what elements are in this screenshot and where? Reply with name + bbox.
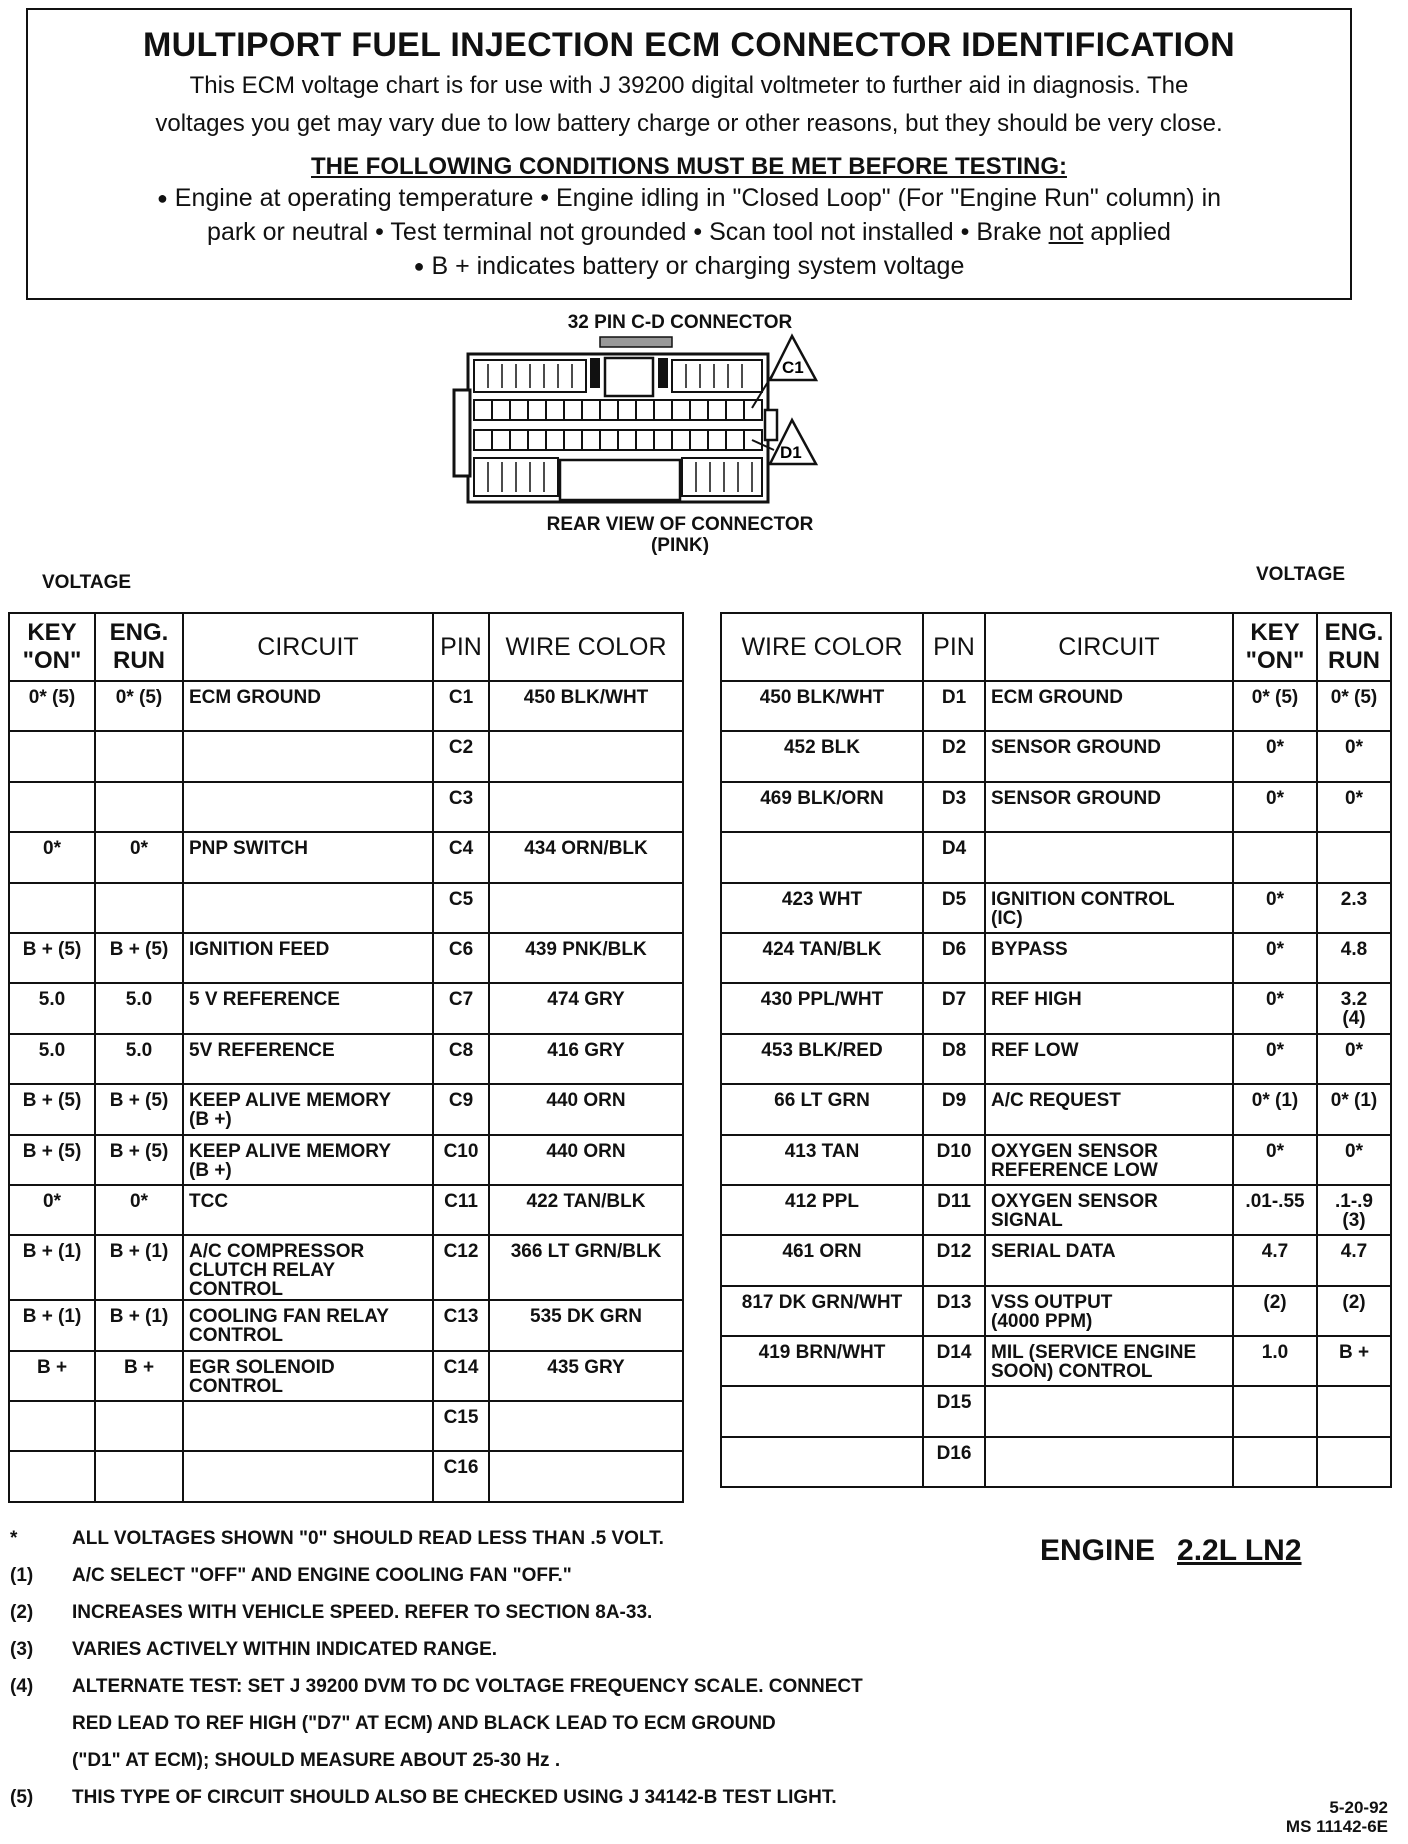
key-on-cell: .01-.55: [1233, 1185, 1317, 1235]
notes-list: [10, 1528, 1010, 1824]
note-item: [10, 1676, 1010, 1713]
table-row: [721, 1437, 1391, 1487]
pin-cell: D10: [923, 1135, 985, 1185]
circuit-cell: COOLING FAN RELAY CONTROL: [183, 1300, 433, 1350]
note-text: A/C SELECT "OFF" AND ENGINE COOLING FAN "OFF.": [72, 1565, 572, 1586]
circuit-header: CIRCUIT: [985, 613, 1233, 681]
note-item: [10, 1528, 1010, 1565]
circuit-cell: 5 V REFERENCE: [183, 983, 433, 1033]
pin-cell: D15: [923, 1386, 985, 1436]
table-row: [721, 1386, 1391, 1436]
engine-label: [1040, 1534, 1302, 1568]
wire-color-header: WIRE COLOR: [721, 613, 923, 681]
circuit-cell: OXYGEN SENSOR SIGNAL: [985, 1185, 1233, 1235]
table-row: [721, 933, 1391, 983]
table-row: [721, 1185, 1391, 1235]
note-text: THIS TYPE OF CIRCUIT SHOULD ALSO BE CHECKED USING J 34142-B TEST LIGHT.: [72, 1787, 837, 1808]
pin-cell: C14: [433, 1351, 489, 1401]
wire-color-cell: [489, 731, 683, 781]
circuit-header: CIRCUIT: [183, 613, 433, 681]
pin-cell: C10: [433, 1135, 489, 1185]
table-row: [721, 731, 1391, 781]
wire-color-cell: 422 TAN/BLK: [489, 1185, 683, 1235]
circuit-cell: SENSOR GROUND: [985, 731, 1233, 781]
pin-cell: C9: [433, 1084, 489, 1134]
condition-text-1: Engine at operating temperature • Engine idling in "Closed Loop" (For "Engine Run" column) in: [174, 184, 1222, 212]
pin-cell: D7: [923, 983, 985, 1033]
intro-line-1: This ECM voltage chart is for use with J 39200 digital voltmeter to further aid in diagnosis. The: [189, 72, 1189, 99]
eng-run-cell: .1-.9 (3): [1317, 1185, 1391, 1235]
note-marker: (5): [10, 1787, 34, 1808]
wire-color-cell: 416 GRY: [489, 1034, 683, 1084]
wire-color-cell: 424 TAN/BLK: [721, 933, 923, 983]
footer: [1286, 1798, 1388, 1836]
key-on-cell: B + (1): [9, 1235, 95, 1300]
eng-run-cell: [95, 782, 183, 832]
eng-run-cell: [1317, 832, 1391, 882]
pin-cell: C2: [433, 731, 489, 781]
circuit-cell: REF HIGH: [985, 983, 1233, 1033]
eng-run-cell: B + (5): [95, 1084, 183, 1134]
table-row: [721, 681, 1391, 731]
pin-header: PIN: [433, 613, 489, 681]
pin-header: PIN: [923, 613, 985, 681]
pin-cell: C7: [433, 983, 489, 1033]
eng-run-header: ENG. RUN: [95, 613, 183, 681]
wire-color-cell: 450 BLK/WHT: [489, 681, 683, 731]
note-text: VARIES ACTIVELY WITHIN INDICATED RANGE.: [72, 1639, 498, 1660]
pin-cell: C15: [433, 1401, 489, 1451]
page-title: MULTIPORT FUEL INJECTION ECM CONNECTOR IDENTIFICATION: [143, 26, 1235, 64]
left-pin-table: [8, 612, 684, 1503]
eng-run-cell: 5.0: [95, 1034, 183, 1084]
pin-cell: D16: [923, 1437, 985, 1487]
wire-color-header: WIRE COLOR: [489, 613, 683, 681]
wire-color-cell: 452 BLK: [721, 731, 923, 781]
key-on-header: KEY "ON": [1233, 613, 1317, 681]
key-on-cell: (2): [1233, 1286, 1317, 1336]
table-header-row: [721, 613, 1391, 681]
key-on-cell: [1233, 1386, 1317, 1436]
circuit-cell: A/C REQUEST: [985, 1084, 1233, 1134]
wire-color-cell: [489, 782, 683, 832]
circuit-cell: EGR SOLENOID CONTROL: [183, 1351, 433, 1401]
note-marker: (3): [10, 1639, 34, 1660]
wire-color-cell: 430 PPL/WHT: [721, 983, 923, 1033]
wire-color-cell: 469 BLK/ORN: [721, 782, 923, 832]
circuit-cell: BYPASS: [985, 933, 1233, 983]
eng-run-cell: 4.8: [1317, 933, 1391, 983]
wire-color-cell: [489, 1451, 683, 1501]
pin-cell: C12: [433, 1235, 489, 1300]
eng-run-cell: [1317, 1386, 1391, 1436]
connector-caption: [480, 514, 880, 556]
table-row: [9, 832, 683, 882]
wire-color-cell: 461 ORN: [721, 1235, 923, 1285]
table-row: [9, 681, 683, 731]
eng-run-cell: 4.7: [1317, 1235, 1391, 1285]
table-row: [721, 1135, 1391, 1185]
key-on-cell: 0* (5): [1233, 681, 1317, 731]
wire-color-cell: 450 BLK/WHT: [721, 681, 923, 731]
eng-run-cell: 0*: [95, 1185, 183, 1235]
circuit-cell: TCC: [183, 1185, 433, 1235]
key-on-cell: 1.0: [1233, 1336, 1317, 1386]
eng-run-cell: [95, 883, 183, 933]
eng-run-cell: B + (5): [95, 1135, 183, 1185]
key-on-cell: B +: [9, 1351, 95, 1401]
table-row: [9, 933, 683, 983]
circuit-cell: A/C COMPRESSOR CLUTCH RELAY CONTROL: [183, 1235, 433, 1300]
right-pin-table: [720, 612, 1392, 1488]
wire-color-cell: 435 GRY: [489, 1351, 683, 1401]
eng-run-header: ENG. RUN: [1317, 613, 1391, 681]
pin-cell: D4: [923, 832, 985, 882]
wire-color-cell: 439 PNK/BLK: [489, 933, 683, 983]
table-row: [721, 782, 1391, 832]
pin-cell: D1: [923, 681, 985, 731]
conditions-heading: THE FOLLOWING CONDITIONS MUST BE MET BEFORE TESTING:: [311, 153, 1067, 180]
wire-color-cell: 535 DK GRN: [489, 1300, 683, 1350]
table-row: [721, 832, 1391, 882]
note-item: [10, 1639, 1010, 1676]
condition-line-1: [28, 181, 1350, 215]
connector-color-label: (PINK): [650, 535, 710, 556]
circuit-cell: KEEP ALIVE MEMORY (B +): [183, 1084, 433, 1134]
note-text: ("D1" AT ECM); SHOULD MEASURE ABOUT 25-30 Hz .: [72, 1750, 561, 1771]
circuit-cell: [985, 832, 1233, 882]
table-row: [9, 1034, 683, 1084]
table-row: [721, 1034, 1391, 1084]
circuit-cell: ECM GROUND: [985, 681, 1233, 731]
engine-code: 2.2L LN2: [1177, 1534, 1302, 1567]
eng-run-cell: B + (5): [95, 933, 183, 983]
circuit-cell: SENSOR GROUND: [985, 782, 1233, 832]
table-row: [9, 1185, 683, 1235]
key-on-cell: [1233, 1437, 1317, 1487]
wire-color-cell: 413 TAN: [721, 1135, 923, 1185]
pin-cell: C5: [433, 883, 489, 933]
circuit-cell: KEEP ALIVE MEMORY (B +): [183, 1135, 433, 1185]
condition-line-2: [28, 215, 1350, 249]
pin-cell: D12: [923, 1235, 985, 1285]
circuit-cell: ECM GROUND: [183, 681, 433, 731]
eng-run-cell: (2): [1317, 1286, 1391, 1336]
pin-cell: C4: [433, 832, 489, 882]
circuit-cell: REF LOW: [985, 1034, 1233, 1084]
key-on-cell: 0* (1): [1233, 1084, 1317, 1134]
condition-not-word: not: [1048, 218, 1084, 246]
eng-run-cell: 5.0: [95, 983, 183, 1033]
bullet-icon: ●: [156, 188, 168, 208]
pin-cell: D5: [923, 883, 985, 933]
wire-color-cell: 412 PPL: [721, 1185, 923, 1235]
condition-text-3: B + indicates battery or charging system voltage: [431, 252, 965, 280]
circuit-cell: [985, 1437, 1233, 1487]
key-on-cell: 0*: [9, 832, 95, 882]
table-row: [721, 1286, 1391, 1336]
pin-cell: C8: [433, 1034, 489, 1084]
eng-run-cell: B + (1): [95, 1300, 183, 1350]
key-on-cell: [9, 731, 95, 781]
key-on-cell: 0*: [9, 1185, 95, 1235]
condition-text-2a: park or neutral • Test terminal not grounded • Scan tool not installed • Brake: [207, 218, 1049, 246]
bullet-icon: ●: [413, 256, 425, 276]
table-row: [9, 1084, 683, 1134]
key-on-cell: 0*: [1233, 731, 1317, 781]
eng-run-cell: 0* (1): [1317, 1084, 1391, 1134]
pin-cell: C1: [433, 681, 489, 731]
eng-run-cell: 2.3: [1317, 883, 1391, 933]
wire-color-cell: 440 ORN: [489, 1084, 683, 1134]
d1-label: D1: [780, 443, 802, 462]
key-on-header: KEY "ON": [9, 613, 95, 681]
engine-word: ENGINE: [1040, 1534, 1156, 1567]
eng-run-cell: B +: [1317, 1336, 1391, 1386]
table-row: [721, 1336, 1391, 1386]
left-voltage-label: VOLTAGE: [42, 572, 132, 593]
key-on-cell: 0*: [1233, 983, 1317, 1033]
key-on-cell: 5.0: [9, 1034, 95, 1084]
pin-cell: D14: [923, 1336, 985, 1386]
eng-run-cell: 0*: [1317, 731, 1391, 781]
eng-run-cell: B +: [95, 1351, 183, 1401]
eng-run-cell: 0*: [1317, 1034, 1391, 1084]
key-on-cell: B + (5): [9, 1084, 95, 1134]
table-row: [9, 1235, 683, 1300]
table-row: [9, 1451, 683, 1501]
circuit-cell: [183, 1401, 433, 1451]
pin-cell: C13: [433, 1300, 489, 1350]
note-text: INCREASES WITH VEHICLE SPEED. REFER TO SECTION 8A-33.: [72, 1602, 653, 1623]
eng-run-cell: 3.2 (4): [1317, 983, 1391, 1033]
wire-color-cell: 453 BLK/RED: [721, 1034, 923, 1084]
eng-run-cell: [1317, 1437, 1391, 1487]
wire-color-cell: 419 BRN/WHT: [721, 1336, 923, 1386]
wire-color-cell: 434 ORN/BLK: [489, 832, 683, 882]
wire-color-cell: 440 ORN: [489, 1135, 683, 1185]
eng-run-cell: 0*: [1317, 782, 1391, 832]
note-item: [10, 1565, 1010, 1602]
eng-run-cell: B + (1): [95, 1235, 183, 1300]
wire-color-cell: [721, 1386, 923, 1436]
circuit-cell: 5V REFERENCE: [183, 1034, 433, 1084]
condition-text-2b: applied: [1083, 218, 1171, 246]
pin-cell: C3: [433, 782, 489, 832]
circuit-cell: [183, 883, 433, 933]
connector-title: 32 PIN C-D CONNECTOR: [567, 312, 793, 333]
circuit-cell: PNP SWITCH: [183, 832, 433, 882]
table-row: [9, 883, 683, 933]
c1-label: C1: [782, 358, 804, 377]
table-row: [9, 1135, 683, 1185]
key-on-cell: [1233, 832, 1317, 882]
circuit-cell: [183, 782, 433, 832]
note-item: [10, 1750, 1010, 1787]
pin-cell: C6: [433, 933, 489, 983]
key-on-cell: 0*: [1233, 933, 1317, 983]
table-header-row: [9, 613, 683, 681]
key-on-cell: B + (5): [9, 933, 95, 983]
circuit-cell: [985, 1386, 1233, 1436]
eng-run-cell: 0* (5): [1317, 681, 1391, 731]
wire-color-cell: 366 LT GRN/BLK: [489, 1235, 683, 1300]
pin-cell: D8: [923, 1034, 985, 1084]
table-row: [9, 1300, 683, 1350]
pin-cell: D11: [923, 1185, 985, 1235]
eng-run-cell: 0*: [95, 832, 183, 882]
header-box: [26, 8, 1352, 300]
eng-run-cell: [95, 1451, 183, 1501]
footer-date: 5-20-92: [1329, 1798, 1388, 1817]
note-text: ALTERNATE TEST: SET J 39200 DVM TO DC VOLTAGE FREQUENCY SCALE. CONNECT: [72, 1676, 863, 1697]
key-on-cell: 0*: [1233, 1135, 1317, 1185]
footer-doc-id: MS 11142-6E: [1285, 1817, 1388, 1836]
key-on-cell: 4.7: [1233, 1235, 1317, 1285]
pin-cell: D9: [923, 1084, 985, 1134]
table-row: [9, 782, 683, 832]
note-item: [10, 1787, 1010, 1824]
circuit-cell: [183, 731, 433, 781]
key-on-cell: B + (1): [9, 1300, 95, 1350]
circuit-cell: SERIAL DATA: [985, 1235, 1233, 1285]
wire-color-cell: 817 DK GRN/WHT: [721, 1286, 923, 1336]
table-row: [721, 1235, 1391, 1285]
circuit-cell: VSS OUTPUT (4000 PPM): [985, 1286, 1233, 1336]
note-text: RED LEAD TO REF HIGH ("D7" AT ECM) AND BLACK LEAD TO ECM GROUND: [72, 1713, 776, 1734]
key-on-cell: B + (5): [9, 1135, 95, 1185]
table-row: [9, 1401, 683, 1451]
connector-diagram: [440, 330, 980, 520]
table-row: [721, 983, 1391, 1033]
pin-cell: D13: [923, 1286, 985, 1336]
key-on-cell: [9, 883, 95, 933]
pin-cell: D6: [923, 933, 985, 983]
circuit-cell: [183, 1451, 433, 1501]
note-item: [10, 1602, 1010, 1639]
rear-view-label: REAR VIEW OF CONNECTOR: [546, 514, 814, 535]
note-marker: (4): [10, 1676, 34, 1697]
pin-cell: D3: [923, 782, 985, 832]
key-on-cell: 0*: [1233, 782, 1317, 832]
note-marker: *: [10, 1528, 18, 1549]
pin-cell: C16: [433, 1451, 489, 1501]
table-row: [9, 983, 683, 1033]
key-on-cell: 0*: [1233, 883, 1317, 933]
wire-color-cell: 423 WHT: [721, 883, 923, 933]
table-row: [721, 883, 1391, 933]
eng-run-cell: [95, 731, 183, 781]
wire-color-cell: 474 GRY: [489, 983, 683, 1033]
eng-run-cell: 0* (5): [95, 681, 183, 731]
table-row: [9, 731, 683, 781]
note-marker: (1): [10, 1565, 34, 1586]
wire-color-cell: [721, 832, 923, 882]
table-row: [721, 1084, 1391, 1134]
condition-line-3: [28, 249, 1350, 283]
intro-line-2: voltages you get may vary due to low battery charge or other reasons, but they should be very close.: [155, 110, 1223, 137]
key-on-cell: [9, 782, 95, 832]
key-on-cell: 0*: [1233, 1034, 1317, 1084]
key-on-cell: [9, 1401, 95, 1451]
wire-color-cell: [721, 1437, 923, 1487]
note-item: [10, 1713, 1010, 1750]
key-on-cell: 0* (5): [9, 681, 95, 731]
table-row: [9, 1351, 683, 1401]
key-on-cell: [9, 1451, 95, 1501]
key-on-cell: 5.0: [9, 983, 95, 1033]
circuit-cell: MIL (SERVICE ENGINE SOON) CONTROL: [985, 1336, 1233, 1386]
note-marker: (2): [10, 1602, 34, 1623]
note-text: ALL VOLTAGES SHOWN "0" SHOULD READ LESS THAN .5 VOLT.: [72, 1528, 664, 1549]
wire-color-cell: [489, 883, 683, 933]
circuit-cell: IGNITION FEED: [183, 933, 433, 983]
wire-color-cell: [489, 1401, 683, 1451]
pin-cell: C11: [433, 1185, 489, 1235]
wire-color-cell: 66 LT GRN: [721, 1084, 923, 1134]
circuit-cell: IGNITION CONTROL (IC): [985, 883, 1233, 933]
pin-cell: D2: [923, 731, 985, 781]
right-voltage-label: VOLTAGE: [1256, 564, 1346, 585]
eng-run-cell: 0*: [1317, 1135, 1391, 1185]
eng-run-cell: [95, 1401, 183, 1451]
circuit-cell: OXYGEN SENSOR REFERENCE LOW: [985, 1135, 1233, 1185]
